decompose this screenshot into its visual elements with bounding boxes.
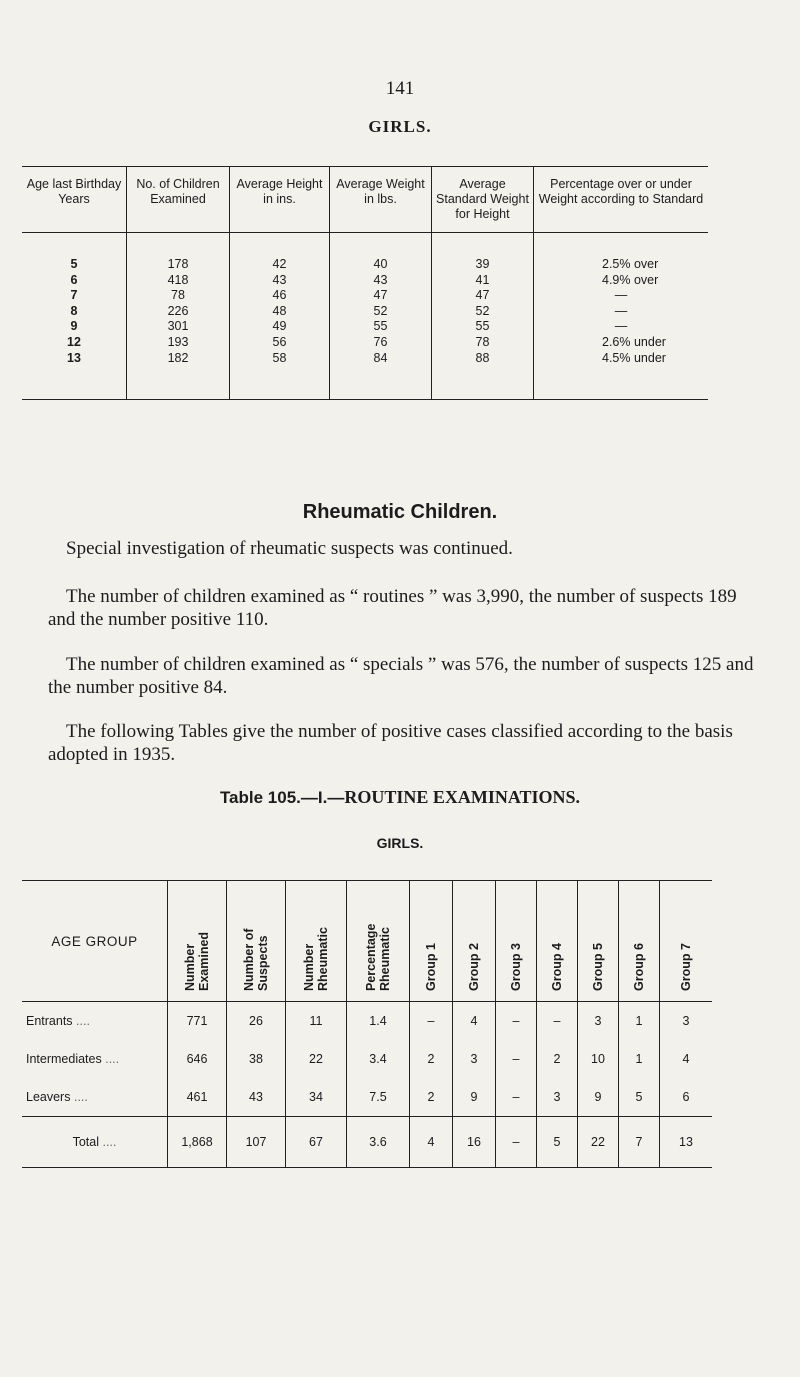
cell: 11 xyxy=(286,1002,347,1041)
cell: 4 xyxy=(410,1117,453,1168)
cell: 182 xyxy=(127,351,230,400)
cell: 8 xyxy=(70,303,78,318)
cell: 193 xyxy=(127,335,230,351)
col-header-rheumatic: Number Rheumatic xyxy=(302,927,330,991)
cell: 22 xyxy=(578,1117,619,1168)
paragraph: The number of children examined as “ routines ” was 3,990, the number of suspects 189 and the number positive 110. xyxy=(48,586,737,630)
page-number: 141 xyxy=(385,78,415,99)
paragraph: Special investigation of rheumatic suspects was continued. xyxy=(66,538,513,559)
cell: – xyxy=(537,1002,578,1041)
col-header-height: Average Height in ins. xyxy=(230,167,330,233)
cell: 4.9% over xyxy=(534,273,709,289)
col-header-percentage-rheumatic: Percentage Rheumatic xyxy=(364,923,392,991)
cell: 2 xyxy=(410,1040,453,1078)
cell: 771 xyxy=(168,1002,227,1041)
cell: 3 xyxy=(660,1002,713,1041)
table-row xyxy=(22,273,708,289)
col-header-percentage: Percentage over or under Weight according to Standard xyxy=(534,167,709,233)
cell: 3.4 xyxy=(347,1040,410,1078)
cell: 9 xyxy=(578,1078,619,1117)
cell: 4.5% under xyxy=(534,351,709,400)
cell: 9 xyxy=(70,319,78,334)
cell: 7 xyxy=(70,288,78,303)
col-header-suspects: Number of Suspects xyxy=(242,928,270,991)
row-label xyxy=(22,1002,168,1041)
table2-header-row xyxy=(22,881,712,1002)
cell: 43 xyxy=(230,273,330,289)
cell: 2 xyxy=(410,1078,453,1117)
cell: 34 xyxy=(286,1078,347,1117)
col-header-group-5: Group 5 xyxy=(591,943,605,991)
cell: 1 xyxy=(619,1002,660,1041)
table-row xyxy=(22,304,708,320)
cell: 88 xyxy=(432,351,534,400)
cell: 5 xyxy=(537,1117,578,1168)
col-header-group-6: Group 6 xyxy=(632,943,646,991)
cell: 78 xyxy=(432,335,534,351)
table-row xyxy=(22,288,708,304)
cell: 48 xyxy=(230,304,330,320)
cell: 42 xyxy=(230,233,330,273)
routine-examinations-table xyxy=(22,880,712,1168)
cell: 41 xyxy=(432,273,534,289)
cell: 3 xyxy=(537,1078,578,1117)
cell: 3 xyxy=(578,1002,619,1041)
table-row xyxy=(22,1078,712,1117)
cell: 646 xyxy=(168,1040,227,1078)
col-header-children: No. of Children Examined xyxy=(127,167,230,233)
cell: 1.4 xyxy=(347,1002,410,1041)
table-row xyxy=(22,335,708,351)
paragraph: The following Tables give the number of positive cases classified according to the basis adopted in 1935. xyxy=(48,721,733,765)
col-header-group-4: Group 4 xyxy=(550,943,564,991)
leader-dots: .... xyxy=(105,1052,120,1066)
cell: 58 xyxy=(230,351,330,400)
table2-heading: GIRLS. xyxy=(376,835,424,851)
cell: 56 xyxy=(230,335,330,351)
paragraph: The number of children examined as “ specials ” was 576, the number of suspects 125 and the number positive 84. xyxy=(48,654,754,698)
section-title: Rheumatic Children. xyxy=(302,501,498,523)
col-header-weight: Average Weight in lbs. xyxy=(330,167,432,233)
col-header-age: Age last Birthday Years xyxy=(22,167,127,233)
row-label-text: Entrants xyxy=(26,1014,73,1028)
cell: 461 xyxy=(168,1078,227,1117)
total-row xyxy=(22,1117,712,1168)
col-header-standard: Average Standard Weight for Height xyxy=(432,167,534,233)
cell: – xyxy=(496,1002,537,1041)
cell: — xyxy=(534,319,709,335)
cell: 38 xyxy=(227,1040,286,1078)
cell: 5 xyxy=(619,1078,660,1117)
col-header-examined: Number Examined xyxy=(183,931,211,991)
cell: 46 xyxy=(230,288,330,304)
cell: – xyxy=(496,1078,537,1117)
cell: 418 xyxy=(127,273,230,289)
cell: 16 xyxy=(453,1117,496,1168)
col-header-group-1: Group 1 xyxy=(424,943,438,991)
table2-title-rest: ROUTINE EXAMINATIONS. xyxy=(344,787,581,807)
cell: 1 xyxy=(619,1040,660,1078)
cell: — xyxy=(534,304,709,320)
row-label-text: Intermediates xyxy=(26,1052,102,1066)
cell: 55 xyxy=(432,319,534,335)
leader-dots: .... xyxy=(73,1090,88,1104)
cell: 43 xyxy=(227,1078,286,1117)
cell: – xyxy=(410,1002,453,1041)
row-label xyxy=(22,1117,168,1168)
table-row xyxy=(22,351,708,400)
table-row xyxy=(22,319,708,335)
cell: 39 xyxy=(432,233,534,273)
cell: 40 xyxy=(330,233,432,273)
cell: 10 xyxy=(578,1040,619,1078)
cell: 52 xyxy=(330,304,432,320)
cell: 12 xyxy=(67,334,81,349)
cell: 26 xyxy=(227,1002,286,1041)
cell: 226 xyxy=(127,304,230,320)
cell: 7.5 xyxy=(347,1078,410,1117)
col-header-group-2: Group 2 xyxy=(467,943,481,991)
cell: 47 xyxy=(330,288,432,304)
cell: 52 xyxy=(432,304,534,320)
cell: 2 xyxy=(537,1040,578,1078)
cell: 67 xyxy=(286,1117,347,1168)
cell: 2.5% over xyxy=(534,233,709,273)
cell: – xyxy=(496,1040,537,1078)
table2-title-lead: Table 105.—I.— xyxy=(219,788,345,807)
cell: 6 xyxy=(70,272,78,287)
table1-header-row xyxy=(22,167,708,233)
cell: 43 xyxy=(330,273,432,289)
cell: 9 xyxy=(453,1078,496,1117)
cell: 1,868 xyxy=(168,1117,227,1168)
cell: 47 xyxy=(432,288,534,304)
cell: 3.6 xyxy=(347,1117,410,1168)
cell: 107 xyxy=(227,1117,286,1168)
cell: 13 xyxy=(22,351,127,400)
cell: 84 xyxy=(330,351,432,400)
cell: – xyxy=(496,1117,537,1168)
table-row xyxy=(22,1040,712,1078)
cell: — xyxy=(534,288,709,304)
row-label-text: Leavers xyxy=(26,1090,71,1104)
cell: 5 xyxy=(70,257,78,271)
cell: 3 xyxy=(453,1040,496,1078)
leader-dots: .... xyxy=(76,1014,90,1028)
cell: 13 xyxy=(660,1117,713,1168)
cell: 4 xyxy=(453,1002,496,1041)
cell: 76 xyxy=(330,335,432,351)
row-label xyxy=(22,1040,168,1078)
col-header-age-group: AGE GROUP xyxy=(22,881,168,1002)
table1-heading: GIRLS. xyxy=(368,117,432,136)
table-row xyxy=(22,233,708,273)
cell: 2.6% under xyxy=(534,335,709,351)
col-header-group-3: Group 3 xyxy=(509,943,523,991)
cell: 4 xyxy=(660,1040,713,1078)
col-header-group-7: Group 7 xyxy=(679,943,693,991)
row-label-text: Total xyxy=(72,1135,99,1149)
table-row xyxy=(22,1002,712,1041)
row-label xyxy=(22,1078,168,1117)
cell: 49 xyxy=(230,319,330,335)
cell: 55 xyxy=(330,319,432,335)
cell: 22 xyxy=(286,1040,347,1078)
cell: 7 xyxy=(619,1117,660,1168)
table2-title xyxy=(0,787,800,808)
cell: 78 xyxy=(127,288,230,304)
weight-standard-table xyxy=(22,166,708,400)
cell: 301 xyxy=(127,319,230,335)
cell: 178 xyxy=(127,233,230,273)
cell: 6 xyxy=(660,1078,713,1117)
leader-dots: .... xyxy=(102,1135,117,1149)
